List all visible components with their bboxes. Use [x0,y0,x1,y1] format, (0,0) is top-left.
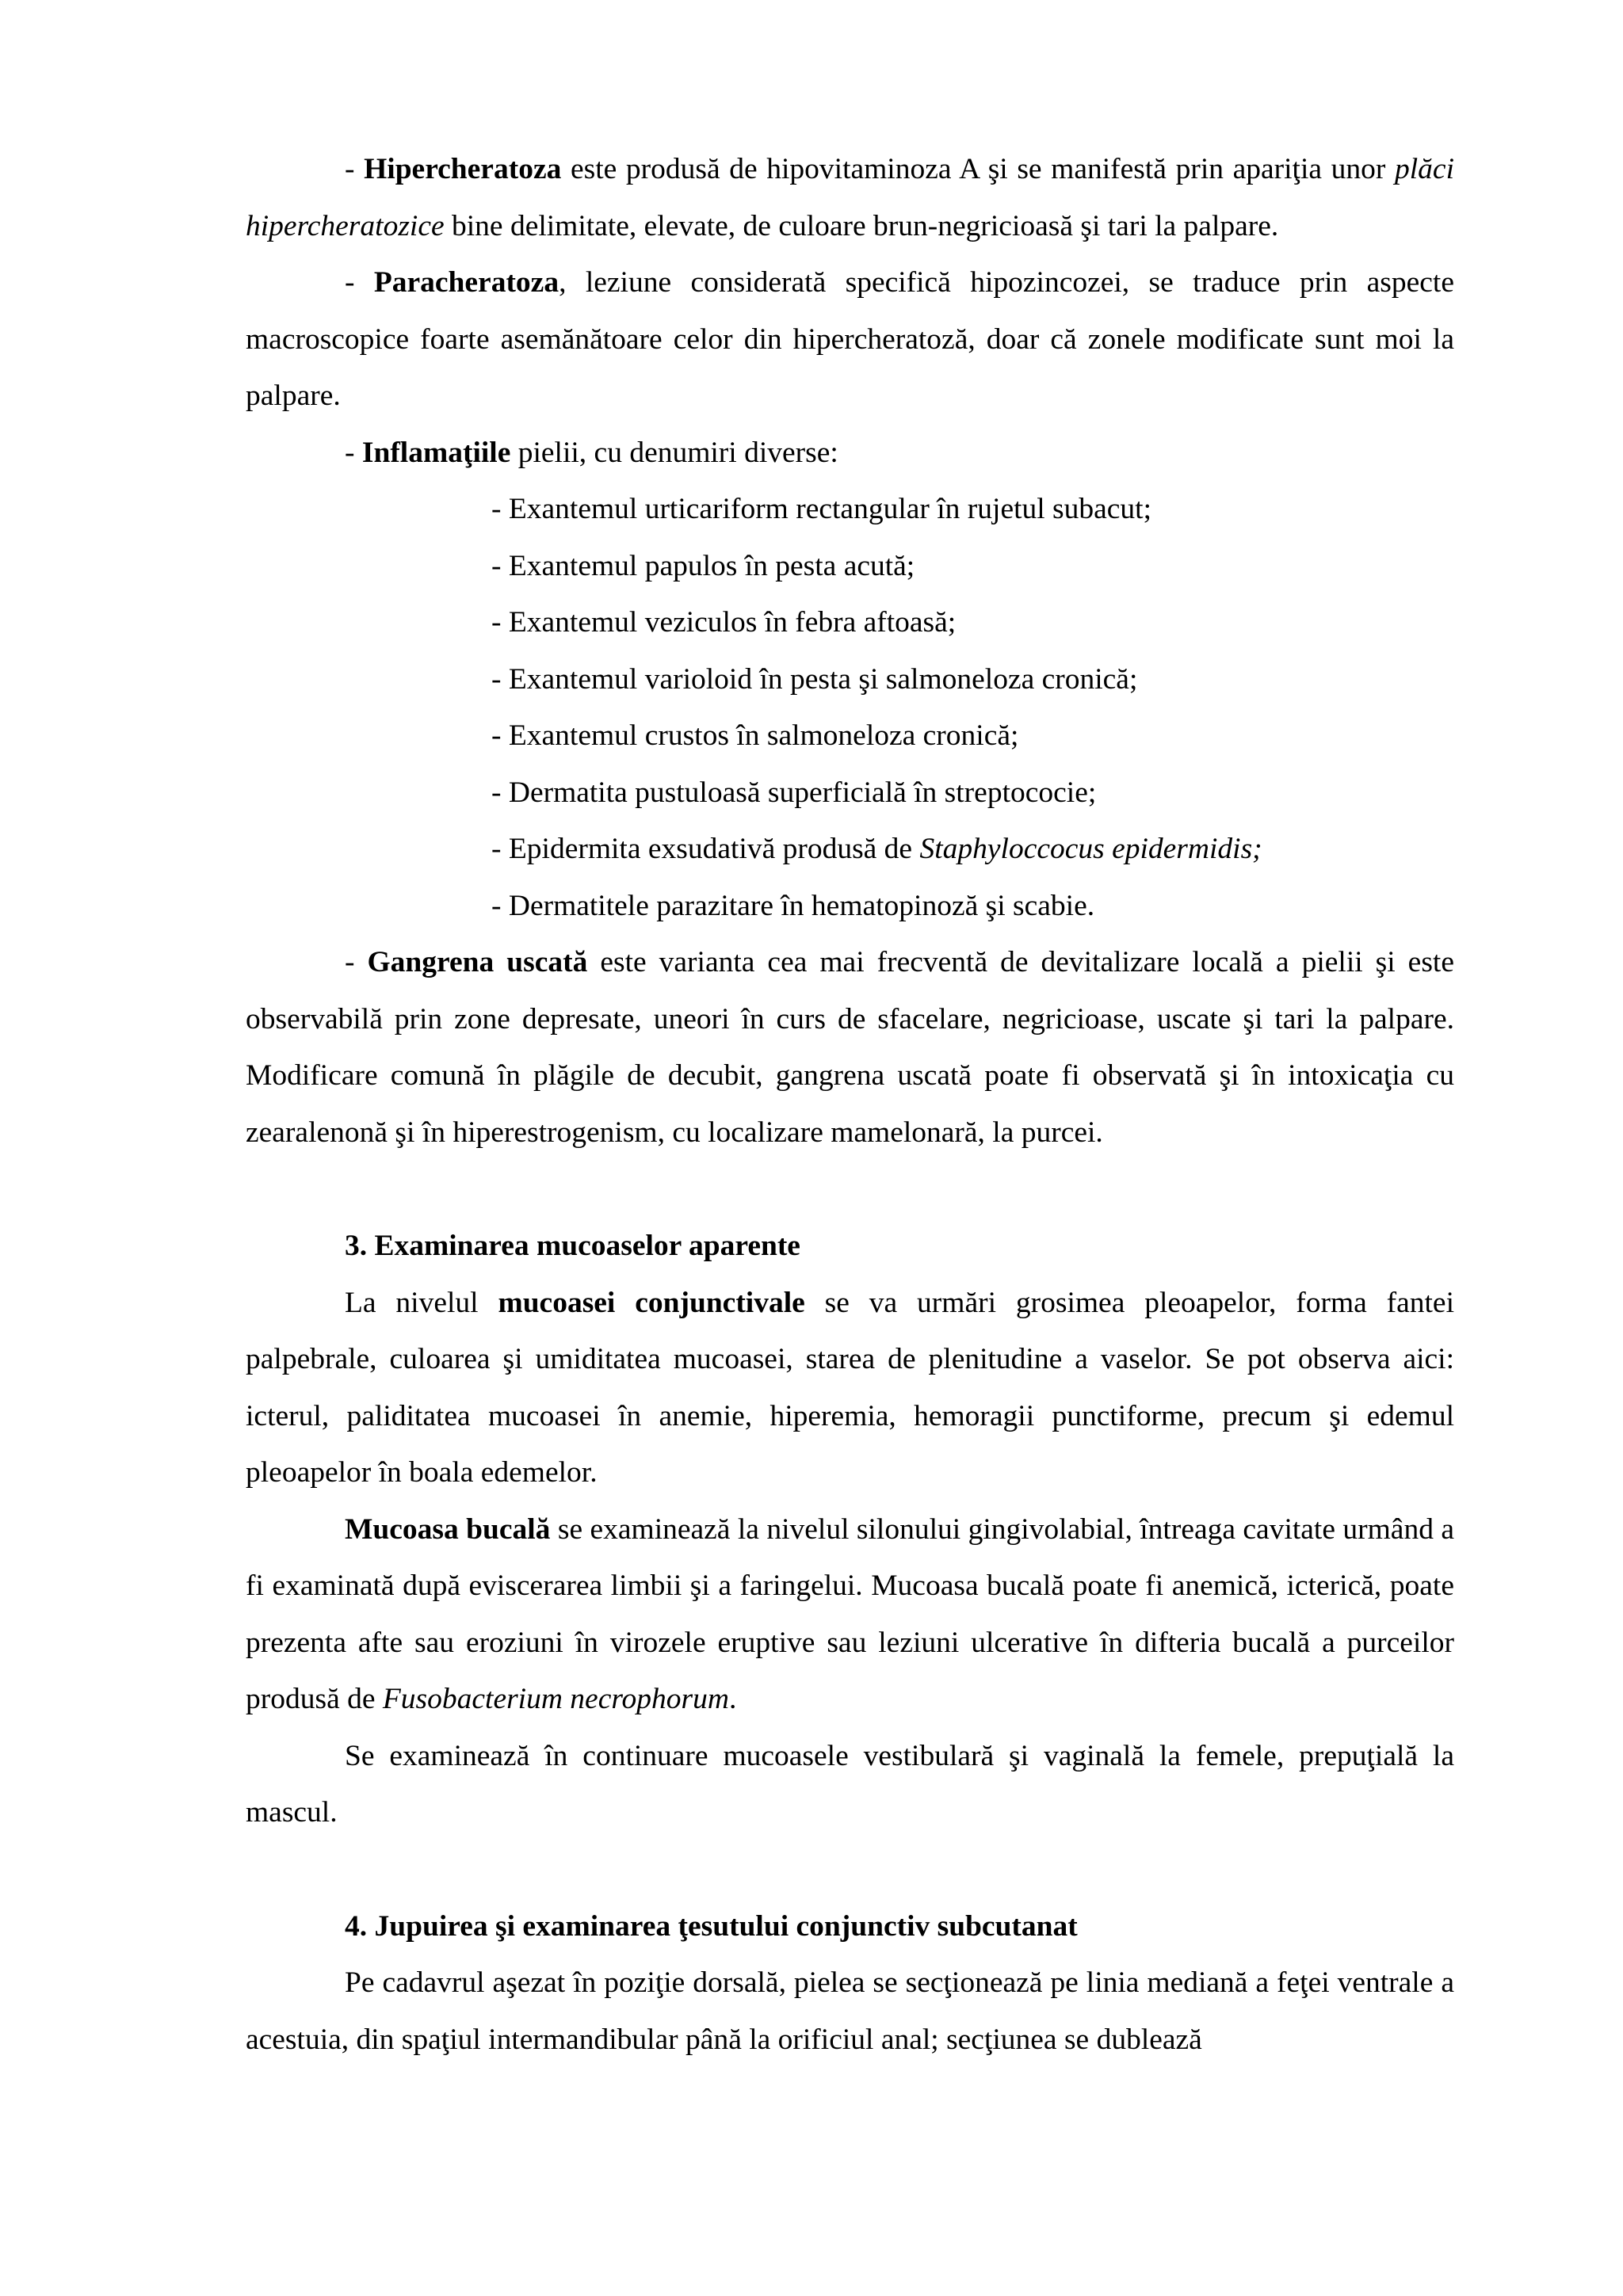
dash: - [345,153,365,185]
paragraph-conjunctivala [246,1275,1454,1501]
paragraph-gangrena [246,934,1454,1161]
italic-staphylococcus: Staphyloccocus epidermidis; [919,833,1262,865]
list-item: - Exantemul papulos în pesta acută; [491,549,915,582]
paragraph-vestibulara: Se examinează în continuare mucoasele vestibulară şi vaginală la femele, prepuţială la mascul. [246,1739,1454,1829]
term-mucoasa-bucala: Mucoasa bucală [345,1512,551,1546]
section-heading-3: 3. Examinarea mucoaselor aparente [345,1230,800,1262]
paragraph-paracheratoza [246,254,1454,425]
list-item: - Exantemul varioloid în pesta şi salmoneloza cronică; [491,662,1138,696]
list-item: - Exantemul veziculos în febra aftoasă; [491,606,957,639]
term-gangrena: Gangrena uscată [367,946,588,978]
paragraph-inflamatiile [246,425,1454,482]
list-item: - Dermatita pustuloasă superficială în streptococie; [491,776,1097,809]
spacer [246,1841,1454,1898]
text: La nivelul [345,1286,498,1319]
paragraph-hipercheratoza [246,141,1454,254]
text: , leziune considerată specifică hipozincozei, se traduce prin aspecte macroscopice foarte asemănătoare celor din hipercheratoză, doar că zonele modificate sunt moi la palpare. [246,266,1454,412]
term-inflamatiile: Inflamaţiile [361,436,511,469]
dash: - [345,946,368,978]
term-mucoasei-conjunctivale: mucoasei conjunctivale [498,1286,805,1319]
text: . [728,1683,737,1715]
list-item: - Exantemul crustos în salmoneloza cronică; [491,719,1019,752]
list-item: - Dermatitele parazitare în hematopinoză şi scabie. [491,889,1095,922]
text: - Epidermita exsudativă produsă de [491,833,920,865]
text: pielii, cu denumiri diverse: [510,436,838,469]
term-hipercheratoza: Hipercheratoza [364,153,562,185]
term-paracheratoza: Paracheratoza [373,266,559,299]
list-item: - Exantemul urticariform rectangular în rujetul subacut; [491,493,1152,525]
italic-placi: plăci hipercheratozice [246,153,1454,242]
paragraph-jupuire: Pe cadavrul aşezat în poziţie dorsală, pielea se secţionează pe linia mediană a feţei ventrale a acestuia, din spaţiul intermandibular până la orificiul anal; secţiunea se dublează [246,1966,1454,2056]
text: este produsă de hipovitaminoza A şi se manifestă prin apariţia unor [561,153,1396,185]
italic-fusobacterium: Fusobacterium necrophorum [382,1683,729,1715]
paragraph-bucala [246,1501,1454,1728]
dash: - [345,436,362,469]
text: se va urmări grosimea pleoapelor, forma fantei palpebrale, culoarea şi umiditatea mucoasei, starea de plenitudine a vaselor. Se pot observa aici: icterul, paliditatea mucoasei în anemie, hiperemia, hemoragii punctiforme, precum şi edemul pleoapelor în boala edemelor. [246,1286,1454,1489]
dash: - [345,266,374,299]
page-content [246,141,1454,2068]
section-heading-4: 4. Jupuirea şi examinarea ţesutului conjunctiv subcutanat [345,1909,1078,1943]
spacer [246,1161,1454,1218]
text: se examinează la nivelul silonului gingivolabial, întreaga cavitate urmând a fi examinată după eviscerarea limbii şi a faringelui. Mucoasa bucală poate fi anemică, icterică, poate prezenta afte sau eroziuni în virozele eruptive sau leziuni ulcerative în difteria bucală a purceilor produsă de [246,1512,1455,1715]
text: bine delimitate, elevate, de culoare brun-negricioasă şi tari la palpare. [444,209,1279,242]
list-item-epidermita [246,821,1454,878]
text: este varianta cea mai frecventă de devitalizare locală a pielii şi este observabilă prin zone depresate, uneori în curs de sfacelare, negricioase, uscate şi tari la palpare. Modificare comună în plăgile de decubit, gangrena uscată poate fi observată şi în intoxicaţia cu zearalenonă şi în hiperestrogenism, cu localizare mamelonară, la purcei. [246,946,1454,1149]
